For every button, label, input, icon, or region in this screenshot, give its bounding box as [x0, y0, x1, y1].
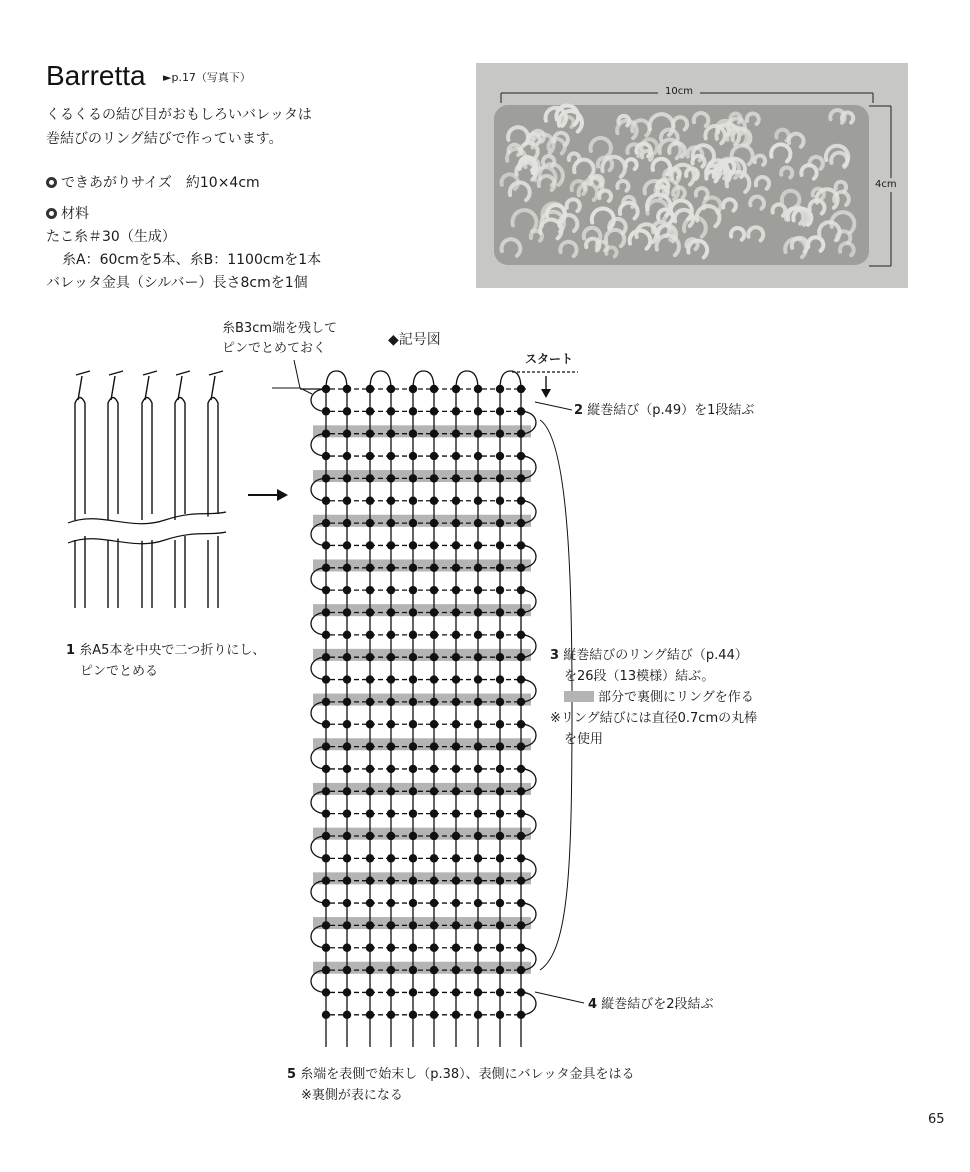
- step-3-line-5: を使用: [564, 732, 604, 747]
- step-2: [574, 400, 754, 421]
- arrow-down-icon: [541, 376, 551, 398]
- photo-height-label: 4cm: [875, 179, 897, 190]
- step-4-number: 4: [588, 997, 598, 1012]
- step-4: [588, 994, 713, 1015]
- page-reference: ►p.17（写真下）: [163, 71, 251, 84]
- step-3-line-2: を26段（13模様）結ぶ。: [564, 669, 715, 684]
- step-5-number: 5: [287, 1067, 297, 1082]
- step-5-line-1: 糸端を表側で始末し（p.38）、表側にバレッタ金具をはる: [300, 1067, 635, 1082]
- description-line-1: くるくるの結び目がおもしろいバレッタは: [46, 107, 312, 123]
- materials-line-1: たこ糸＃30（生成）: [46, 229, 176, 245]
- photo-width-label: 10cm: [665, 86, 693, 97]
- step-3: [550, 645, 757, 750]
- materials-line-2: 糸A：60cmを5本、糸B：1100cmを1本: [62, 252, 322, 268]
- description-line-2: 巻結びのリング結びで作っています。: [46, 131, 283, 147]
- step-2-number: 2: [574, 403, 584, 418]
- finished-size-text: できあがりサイズ 約10×4cm: [61, 175, 260, 191]
- start-label: スタート: [525, 352, 574, 366]
- page-number: 65: [928, 1112, 945, 1127]
- materials-heading-text: 材料: [61, 206, 89, 222]
- materials-line-3: バレッタ金具（シルバー）長さ8cmを1個: [46, 275, 308, 291]
- step-1: [66, 640, 265, 682]
- step-1-line-2: ピンでとめる: [80, 664, 159, 679]
- page-title: Barretta: [46, 60, 146, 91]
- step-2-text: 縦巻結び（p.49）を1段結ぶ: [587, 403, 755, 418]
- symbol-diagram-label: ◆記号図: [388, 332, 441, 348]
- step-5: [287, 1064, 634, 1106]
- step-3-line-1: 縦巻結びのリング結び（p.44）: [563, 648, 748, 663]
- step-5-line-2: ※裏側が表になる: [301, 1088, 403, 1103]
- note-b-line-2: ピンでとめておく: [222, 341, 327, 356]
- ring-legend-swatch: [564, 691, 594, 702]
- note-b-line-1: 糸B3cm端を残して: [222, 321, 338, 336]
- step-3-number: 3: [550, 648, 560, 663]
- step-1-line-1: 糸A5本を中央で二つ折りにし、: [79, 643, 266, 658]
- arrow-right-icon: [248, 489, 288, 501]
- step-3-line-3: 部分で裏側にリングを作る: [598, 690, 754, 705]
- step-1-number: 1: [66, 643, 76, 658]
- step-3-line-4: ※リング結びには直径0.7cmの丸棒: [550, 711, 758, 726]
- step-4-text: 縦巻結びを2段結ぶ: [601, 997, 714, 1012]
